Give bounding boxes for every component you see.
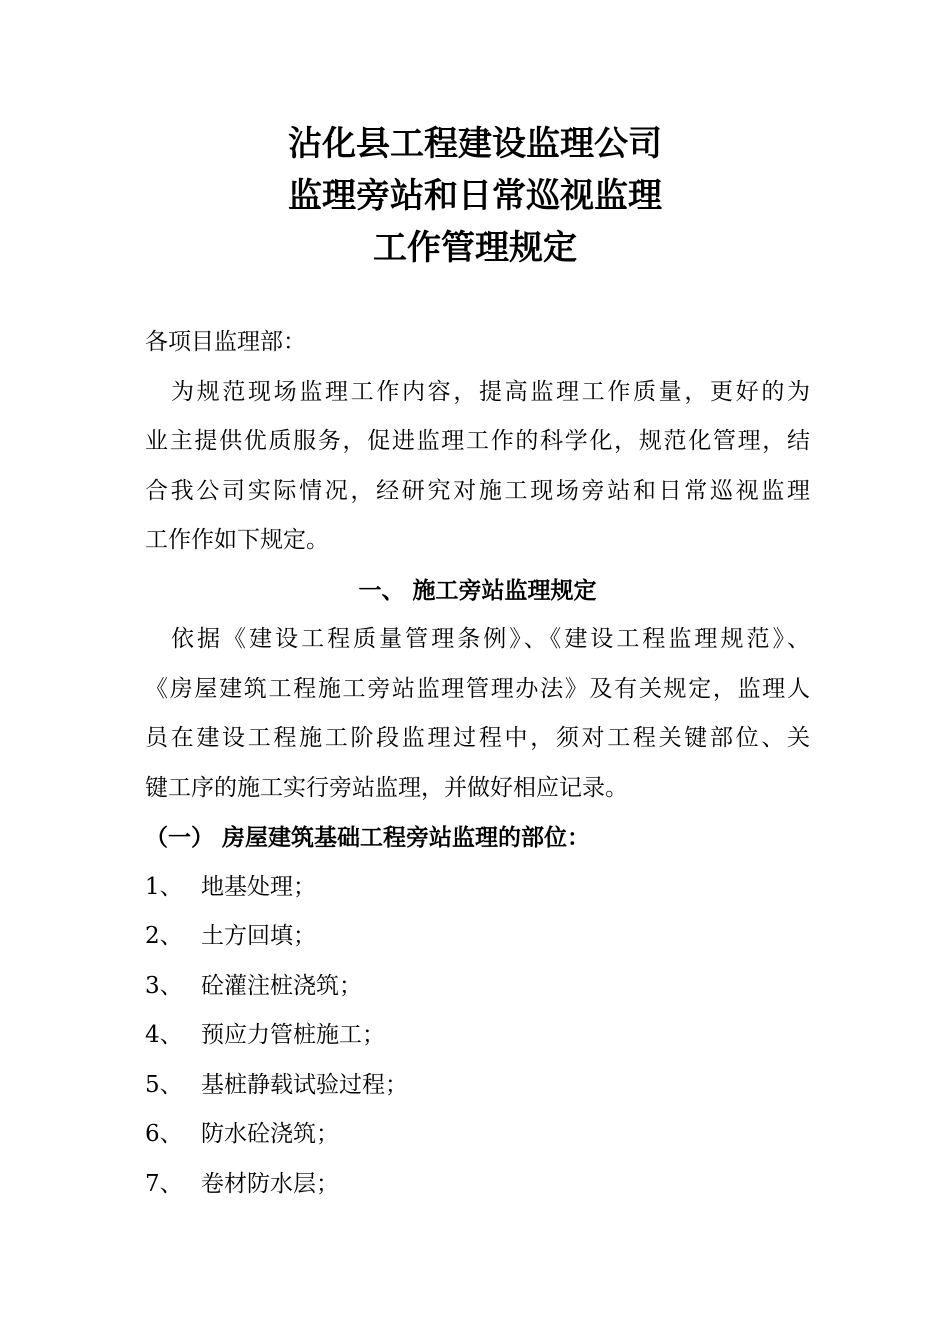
section-heading: 一、 施工旁站监理规定 xyxy=(358,576,597,604)
title-line-2: 监理旁站和日常巡视监理 xyxy=(288,176,662,216)
list-item xyxy=(145,1160,810,1210)
list-item xyxy=(145,1011,810,1061)
list-item-number: 1、 xyxy=(145,873,183,900)
section-line: 员在建设工程施工阶段监理过程中，须对工程关键部位、关 xyxy=(145,725,810,751)
intro-line: 工作作如下规定。 xyxy=(145,527,329,553)
list-item-number: 3、 xyxy=(145,972,183,999)
salutation: 各项目监理部： xyxy=(145,329,306,355)
list-item xyxy=(145,912,810,962)
subsection-heading: （一） 房屋建筑基础工程旁站监理的部位： xyxy=(145,824,591,851)
list-item-text: 防水砼浇筑； xyxy=(201,1121,339,1147)
document-title xyxy=(0,118,950,274)
section-line: 键工序的施工实行旁站监理，并做好相应记录。 xyxy=(145,774,628,801)
list-item-text: 预应力管桩施工； xyxy=(201,1022,385,1048)
intro-line: 为规范现场监理工作内容，提高监理工作质量，更好的为 xyxy=(171,378,810,405)
list-item xyxy=(145,1110,810,1160)
list-item-text: 土方回填； xyxy=(201,923,316,949)
list-item-text: 基桩静载试验过程； xyxy=(201,1071,408,1098)
title-line-1: 沾化县工程建设监理公司 xyxy=(288,124,662,164)
list-item xyxy=(145,962,810,1012)
intro-line: 业主提供优质服务，促进监理工作的科学化，规范化管理，结 xyxy=(145,428,810,454)
title-line-3: 工作管理规定 xyxy=(373,228,577,268)
section-line: 依据《建设工程质量管理条例》、《建设工程监理规范》、 xyxy=(171,626,810,652)
intro-line: 合我公司实际情况，经研究对施工现场旁站和日常巡视监理 xyxy=(145,477,810,504)
list-item-text: 地基处理； xyxy=(201,873,316,900)
list-item xyxy=(145,863,810,913)
list-item-number: 6、 xyxy=(145,1121,183,1147)
list-item-number: 5、 xyxy=(145,1071,183,1098)
list-item-number: 7、 xyxy=(145,1170,183,1197)
list-item-number: 2、 xyxy=(145,923,183,949)
section-line: 《房屋建筑工程施工旁站监理管理办法》及有关规定，监理人 xyxy=(145,675,810,702)
document-body xyxy=(145,318,810,1209)
list-item-text: 砼灌注桩浇筑； xyxy=(201,972,362,999)
list-item-number: 4、 xyxy=(145,1022,183,1048)
list-item xyxy=(145,1061,810,1111)
list-item-text: 卷材防水层； xyxy=(201,1170,339,1197)
